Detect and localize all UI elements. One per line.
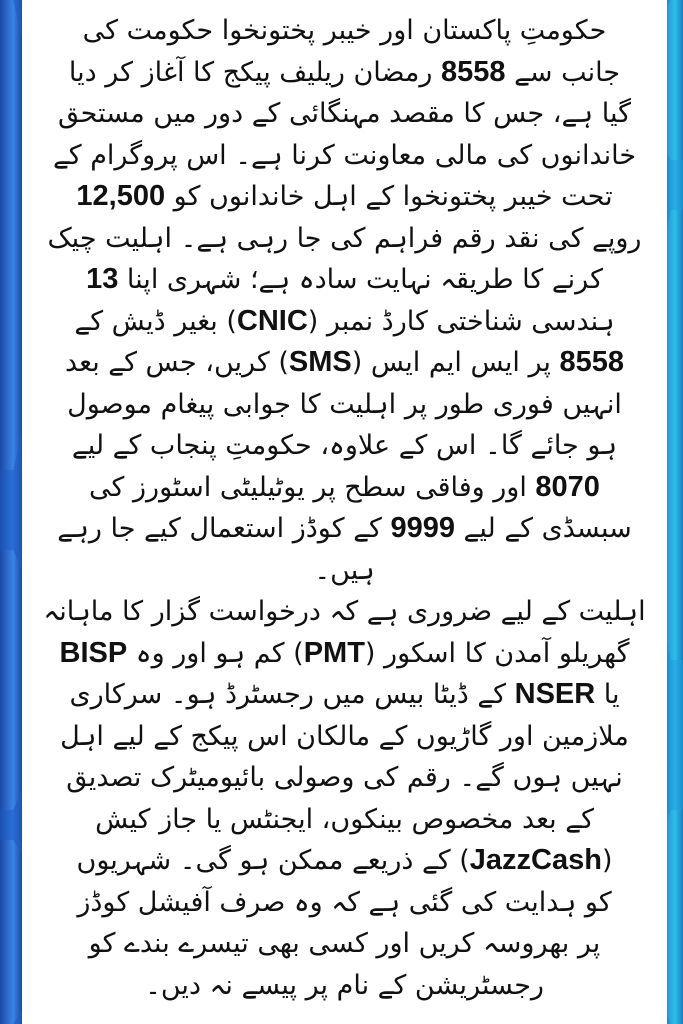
text-line: جانب سے 8558 رمضان ریلیف پیکج کا آغاز کر دیا [68,55,621,88]
left-border-segment [0,840,22,1024]
left-border-segment [0,550,22,810]
left-border-segment [0,0,22,470]
text-line: تحت خیبر پختونخوا کے اہل خاندانوں کو 12,500 [76,180,613,212]
highlighted-term: JazzCash [469,844,602,876]
text-line: کرنے کا طریقہ نہایت سادہ ہے؛ شہری اپنا 13 [86,263,603,295]
highlighted-term: 8558 [441,55,506,88]
text-line: 8070 اور وفاقی سطح پر یوٹیلیٹی اسٹورز کی [89,470,600,503]
paragraph-relief-package [35,10,655,591]
highlighted-term: 8070 [535,470,600,503]
left-decorative-border [0,0,22,1024]
text-line: ملازمین اور گاڑیوں کے مالکان اس پیکج کے لیے اہل [60,720,629,752]
highlighted-term: NSER [514,678,596,710]
highlighted-term: CNIC [236,304,308,337]
text-line: سبسڈی کے لیے 9999 کے کوڈز استعمال کیے جا رہے [57,512,632,544]
text-line: 8558 پر ایس ایم ایس (SMS) کریں، جس کے بعد [65,346,624,378]
highlighted-term: PMT [303,636,365,669]
text-line: اہلیت کے لیے ضروری ہے کہ درخواست گزار کا ماہانہ [43,596,646,627]
text-line: حکومتِ پاکستان اور خیبر پختونخوا حکومت کی [82,15,607,46]
text-line: پر بھروسہ کریں اور کسی بھی تیسرے بندے کو [88,928,601,959]
text-line: روپے کی نقد رقم فراہم کی جا رہی ہے۔ اہلیت چیک [47,222,642,254]
text-line: کے بعد مخصوص بینکوں، ایجنٹس یا جاز کیش [95,803,594,835]
paragraph-eligibility [35,591,655,1006]
text-line: انہیں فوری طور پر اہلیت کا جوابی پیغام موصول [67,388,622,420]
text-line: رجسٹریشن کے نام پر پیسے نہ دیں۔ [145,969,544,1001]
text-line: ہندسی شناختی کارڈ نمبر (CNIC) بغیر ڈیش کے [74,304,615,337]
text-line: خاندانوں کی مالی معاونت کرنا ہے۔ اس پروگرام کے [52,139,637,171]
highlighted-term: 12,500 [76,180,166,212]
text-line: کو ہدایت کی گئی ہے کہ وہ صرف آفیشل کوڈز [77,886,612,918]
text-line: گیا ہے، جس کا مقصد مہنگائی کے دور میں مستحق [58,98,631,129]
text-line: یا NSER کے ڈیٹا بیس میں رجسٹرڈ ہو۔ سرکاری [69,678,620,710]
highlighted-term: 13 [86,263,119,295]
text-line: (JazzCash) کے ذریعے ممکن ہو گی۔ شہریوں [76,844,613,876]
text-line: ہو جائے گا۔ اس کے علاوہ، حکومتِ پنجاب کے لیے [71,430,618,461]
highlighted-term: 9999 [390,512,455,544]
text-line: نہیں ہوں گے۔ رقم کی وصولی بائیومیٹرک تصدیق [66,762,623,793]
highlighted-term: SMS [288,346,352,378]
highlighted-term: 8558 [559,346,624,378]
article-panel [22,0,667,1024]
right-decorative-border [667,0,683,1024]
highlighted-term: BISP [59,636,128,669]
text-line: ہیں۔ [314,554,375,586]
text-line: گھریلو آمدن کا اسکور (PMT) کم ہو اور وہ BISP [59,636,630,669]
